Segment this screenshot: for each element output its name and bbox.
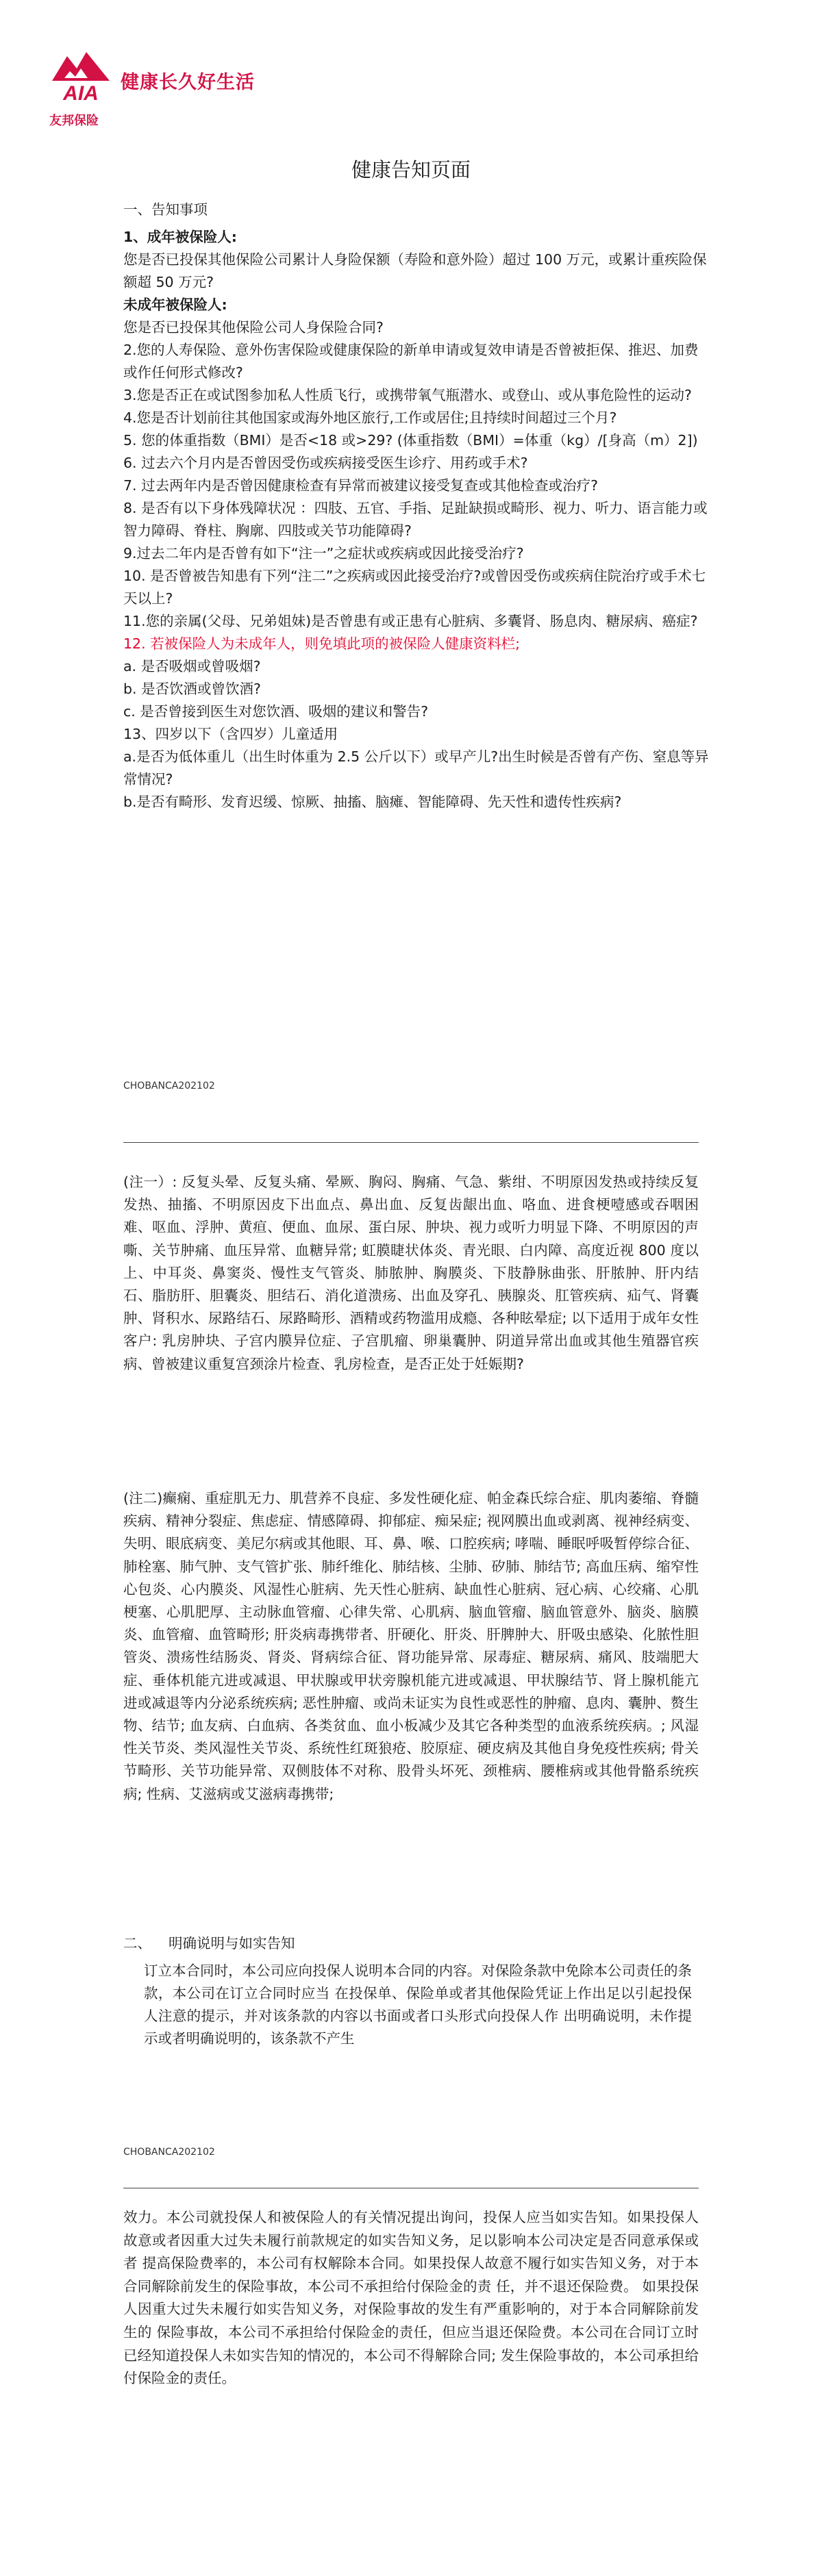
- brand-slogan: 健康长久好生活: [121, 72, 255, 93]
- minor-heading: 未成年被保险人:: [123, 296, 227, 313]
- disclosure-section: [123, 199, 712, 813]
- question-13: 13、四岁以下（含四岁）儿童适用: [123, 726, 338, 742]
- document-code-2: CHOBANCA202102: [123, 2147, 215, 2158]
- section-two-body: 订立本合同时，本公司应向投保人说明本合同的内容。对保险条款中免除本公司责任的条款，本公司在订立合同时应当 在投保单、保险单或者其他保险凭证上作出足以引起投保人注意的提示，并对该条款的内容以书面或者口头形式向投保人作 出明确说明，未作提示或者明确说明的，该条款不产生: [144, 1962, 692, 2047]
- note-two: [123, 1487, 699, 1806]
- question-6: 6. 过去六个月内是否曾因受伤或疾病接受医生诊疗、用药或手术?: [123, 455, 528, 471]
- header: [47, 41, 334, 130]
- section-heading: 一、告知事项: [123, 201, 208, 218]
- brand-name: 友邦保险: [49, 114, 99, 128]
- question-12c: c. 是否曾接到医生对您饮酒、吸烟的建议和警告?: [123, 703, 429, 720]
- question-3: 3.您是否正在或试图参加私人性质飞行，或携带氧气瓶潜水、或登山、或从事危险性的运动?: [123, 387, 692, 403]
- question-12a: a. 是否吸烟或曾吸烟?: [123, 658, 261, 674]
- question-9: 9.过去二年内是否曾有如下“注一”之症状或疾病或因此接受治疗?: [123, 545, 524, 561]
- section-two-continued: 效力。本公司就投保人和被保险人的有关情况提出询问，投保人应当如实告知。如果投保人故意或者因重大过失未履行前款规定的如实告知义务，足以影响本公司决定是否同意承保或者 提高保险费率的，本公司有权解除本合同。如果投保人故意不履行如实告知义务，对于本合同解除前发生的保险事故，本公司不承担给付保险金的责 任，并不退还保险费。 如果投保人因重大过失未履行如实告知义务，对保险事故的发生有严重影响的，对于本合同解除前发生的 保险事故，本公司不承担给付保险金的责任，但应当退还保险费。本公司在合同订立时已经知道投保人未如实告知的情况的，本公司不得解除合同; 发生保险事故的，本公司承担给付保险金的责任。: [123, 2209, 699, 2387]
- section-two-title: 明确说明与如实告知: [169, 1935, 295, 1952]
- adult-heading: 1、成年被保险人:: [123, 229, 237, 245]
- question-11: 11.您的亲属(父母、兄弟姐妹)是否曾患有或正患有心脏病、多囊肾、肠息肉、糖尿病、癌症?: [123, 613, 698, 629]
- question-1-minor: 您是否已投保其他保险公司人身保险合同?: [123, 319, 384, 336]
- note-one: [123, 1171, 699, 1376]
- question-12b: b. 是否饮酒或曾饮酒?: [123, 681, 261, 697]
- svg-text:AIA: AIA: [63, 82, 99, 105]
- question-10: 10. 是否曾被告知患有下列“注二”之疾病或因此接受治疗?或曾因受伤或疾病住院治疗或手术七天以上?: [123, 568, 706, 607]
- question-12-notice: 12. 若被保险人为未成年人，则免填此项的被保险人健康资料栏;: [123, 635, 521, 652]
- question-4: 4.您是否计划前往其他国家或海外地区旅行,工作或居住;且持续时间超过三个月?: [123, 409, 617, 426]
- note-two-text: (注二)癫痫、重症肌无力、肌营养不良症、多发性硬化症、帕金森氏综合症、肌肉萎缩、脊髓疾病、精神分裂症、焦虑症、情感障碍、抑郁症、痴呆症; 视网膜出血或剥离、视神经病变、失明、眼底病变、美尼尔病或其他眼、耳、鼻、喉、口腔疾病; 哮喘、睡眠呼吸暂停综合征、肺栓塞、肺气肿、支气管扩张、肺纤维化、肺结核、尘肺、矽肺、肺结节; 高血压病、缩窄性心包炎、心内膜炎、风湿性心脏病、先天性心脏病、缺血性心脏病、冠心病、心绞痛、心肌梗塞、心肌肥厚、主动脉血管瘤、心律失常、心肌病、脑血管瘤、脑血管意外、脑炎、脑膜炎、血管瘤、血管畸形; 肝炎病毒携带者、肝硬化、肝炎、肝脾肿大、肝吸虫感染、化脓性胆管炎、溃疡性结肠炎、肾炎、肾病综合征、肾功能异常、尿毒症、糖尿病、痛风、肢端肥大症、垂体机能亢进或减退、甲状腺或甲状旁腺机能亢进或减退、甲状腺结节、肾上腺机能亢进或减退等内分泌系统疾病; 恶性肿瘤、或尚未证实为良性或恶性的肿瘤、息肉、囊肿、赘生物、结节; 血友病、白血病、各类贫血、血小板减少及其它各种类型的血液系统疾病。; 风湿性关节炎、类风湿性关节炎、系统性红斑狼疮、胶原症、硬皮病及其他自身免疫性疾病; 骨关节畸形、关节功能异常、双侧肢体不对称、股骨头坏死、颈椎病、腰椎病或其他骨骼系统疾病; 性病、艾滋病或艾滋病毒携带;: [123, 1490, 699, 1802]
- question-7: 7. 过去两年内是否曾因健康检查有异常而被建议接受复查或其他检查或治疗?: [123, 477, 598, 494]
- question-1-adult: 您是否已投保其他保险公司累计人身险保额（寿险和意外险）超过 100 万元，或累计重疾险保额超 50 万元?: [123, 251, 707, 290]
- note-one-text: (注一）: 反复头晕、反复头痛、晕厥、胸闷、胸痛、气急、紫绀、不明原因发热或持续反复发热、抽搐、不明原因皮下出血点、鼻出血、反复齿龈出血、咯血、进食梗噎感或吞咽困难、呕血、浮肿、黄疸、便血、血尿、蛋白尿、肿块、视力或听力明显下降、不明原因的声嘶、关节肿痛、血压异常、血糖异常; 虹膜睫状体炎、青光眼、白内障、高度近视 800 度以上、中耳炎、鼻窦炎、慢性支气管炎、肺脓肿、胸膜炎、下肢静脉曲张、肝脓肿、肝内结石、脂肪肝、胆囊炎、胆结石、消化道溃疡、出血及穿孔、胰腺炎、肛管疾病、疝气、肾囊肿、肾积水、尿路结石、尿路畸形、酒精或药物滥用成瘾、各种眩晕症; 以下适用于成年女性客户: 乳房肿块、子宫内膜异位症、子宫肌瘤、卵巢囊肿、阴道异常出血或其他生殖器官疾病、曾被建议重复宫颈涂片检查、乳房检查，是否正处于妊娠期?: [123, 1174, 699, 1372]
- question-5: 5. 您的体重指数（BMI）是否<18 或>29? (体重指数（BMI）=体重（kg）/[身高（m）2]): [123, 432, 698, 449]
- document-code: CHOBANCA202102: [123, 1081, 215, 1091]
- page-divider: [123, 1142, 699, 1143]
- question-13a: a.是否为低体重儿（出生时体重为 2.5 公斤以下）或早产儿?出生时候是否曾有产伤、窒息等异常情况?: [123, 748, 709, 787]
- question-13b: b.是否有畸形、发育迟缓、惊厥、抽搐、脑瘫、智能障碍、先天性和遗传性疾病?: [123, 794, 622, 810]
- section-two-heading: [123, 1932, 699, 1955]
- question-8: 8. 是否有以下身体残障状况 ：四肢、五官、手指、足趾缺损或畸形、视力、听力、语言能力或智力障碍、脊柱、胸廓、四肢或关节功能障碍?: [123, 500, 708, 539]
- question-2: 2.您的人寿保险、意外伤害保险或健康保险的新单申请或复效申请是否曾被拒保、推迟、加费或作任何形式修改?: [123, 342, 699, 381]
- section-two-number: 二、: [123, 1935, 151, 1952]
- page-title: 健康告知页面: [351, 158, 471, 181]
- aia-logo-icon: [47, 41, 115, 110]
